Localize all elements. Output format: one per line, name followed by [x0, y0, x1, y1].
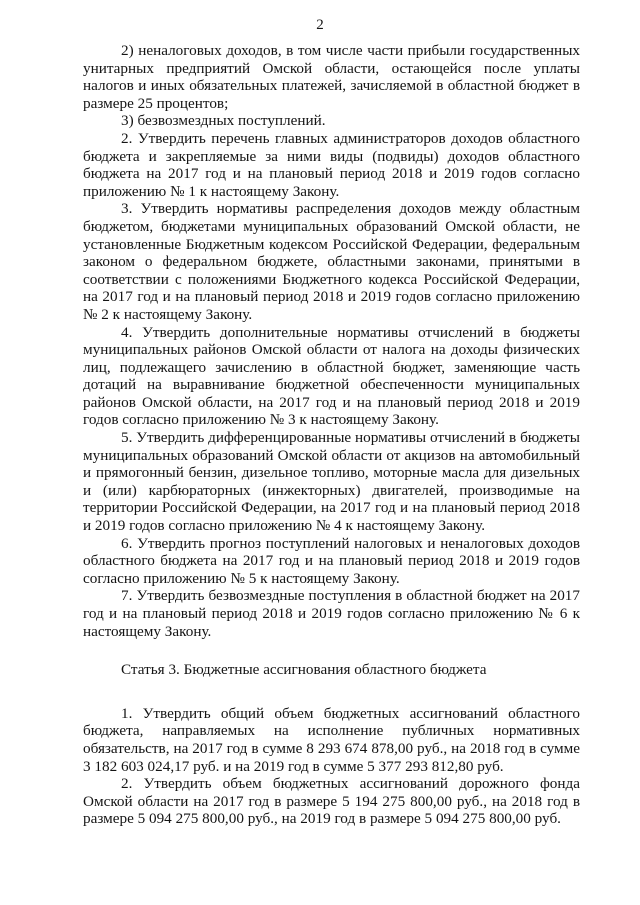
page-number: 2: [316, 17, 324, 33]
paragraph-non-tax-income: 2) неналоговых доходов, в том числе части прибыли государственных унитарных предприятий Омской области, остающейся после уплаты налогов и иных обязательных платежей, зачисляемой в областной бюджет в размере 25 процентов;: [83, 42, 580, 112]
document-body: [83, 42, 580, 828]
paragraph-gratuitous-receipts: 3) безвозмездных поступлений.: [121, 112, 326, 130]
paragraph-item-2-administrators: 2. Утвердить перечень главных администраторов доходов областного бюджета и закрепляемые за ними виды (подвиды) доходов областного бюджета на 2017 год и на плановый период 2018 и 2019 годов согласно приложению № 1 к настоящему Закону.: [83, 129, 580, 200]
paragraph-item-4-additional-norms: 4. Утвердить дополнительные нормативы отчислений в бюджеты муниципальных районов Омской области от налога на доходы физических лиц, подлежащего зачислению в областной бюджет, заменяющие часть дотаций на выравнивание бюджетной обеспеченности муниципальных районов Омской области, на 2017 год и на плановый период 2018 и 2019 годов согласно приложению № 3 к настоящему Закону.: [83, 323, 580, 429]
article-3-heading: Статья 3. Бюджетные ассигнования областного бюджета: [121, 661, 487, 679]
paragraph-article-3-item-2: 2. Утвердить объем бюджетных ассигнований дорожного фонда Омской области на 2017 год в размере 5 194 275 800,00 руб., на 2018 год в размере 5 094 275 800,00 руб., на 2019 год в размере 5 094 275 800,00 руб.: [83, 775, 580, 828]
paragraph-item-5-excise-norms: 5. Утвердить дифференцированные нормативы отчислений в бюджеты муниципальных образований Омской области от акцизов на автомобильный и прямогонный бензин, дизельное топливо, моторные масла для дизельных и (или) карбюраторных (инжекторных) двигателей, производимые на территории Российской Федерации, на 2017 год и на плановый период 2018 и 2019 годов согласно приложению № 4 к настоящему Закону.: [83, 429, 580, 535]
paragraph-item-6-income-forecast: 6. Утвердить прогноз поступлений налоговых и неналоговых доходов областного бюджета на 2017 год и на плановый период 2018 и 2019 годов согласно приложению № 5 к настоящему Закону.: [83, 534, 580, 587]
paragraph-article-3-item-1: 1. Утвердить общий объем бюджетных ассигнований областного бюджета, направляемых на исполнение публичных нормативных обязательств, на 2017 год в сумме 8 293 674 878,00 руб., на 2018 год в сумме 3 182 603 024,17 руб. и на 2019 год в сумме 5 377 293 812,80 руб.: [83, 704, 580, 775]
paragraph-item-3-distribution-norms: 3. Утвердить нормативы распределения доходов между областным бюджетом, бюджетами муниципальных образований Омской области, не установленные Бюджетным кодексом Российской Федерации, федеральным законом о федеральном бюджете, областными законами, принятыми в соответствии с положениями Бюджетного кодекса Российской Федерации, на 2017 год и на плановый период 2018 и 2019 годов согласно приложению № 2 к настоящему Закону.: [83, 200, 580, 323]
paragraph-item-7-gratuitous-receipts: 7. Утвердить безвозмездные поступления в областной бюджет на 2017 год и на плановый период 2018 и 2019 годов согласно приложению № 6 к настоящему Закону.: [83, 587, 580, 640]
